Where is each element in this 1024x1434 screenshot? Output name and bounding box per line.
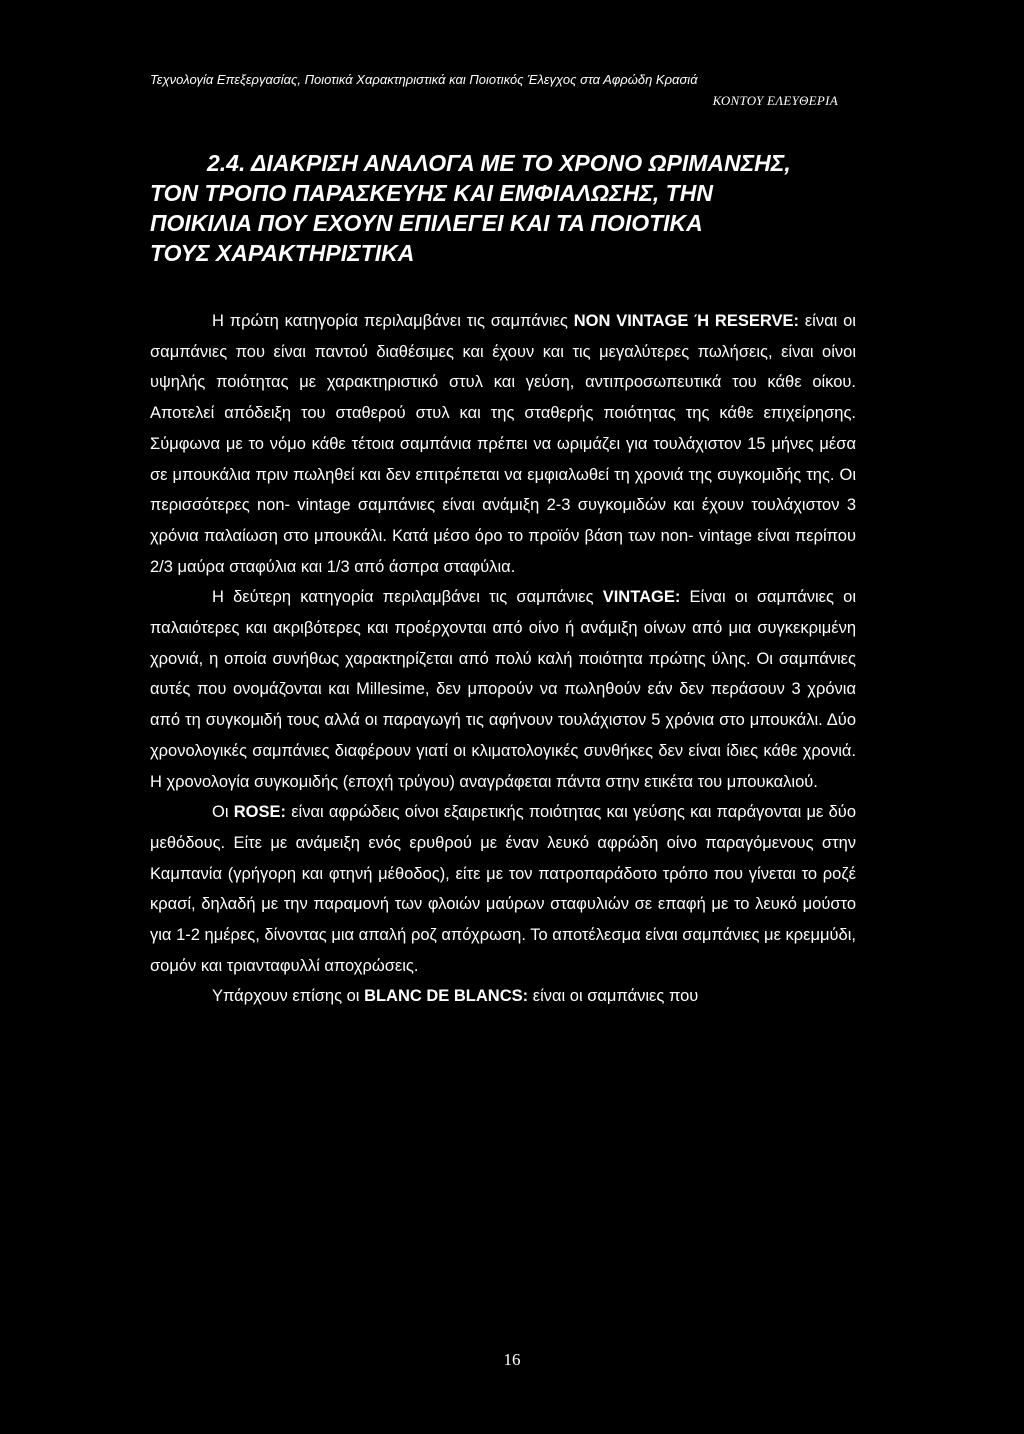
- paragraph-text: Η δεύτερη κατηγορία περιλαμβάνει τις σαμπάνιες: [212, 588, 603, 607]
- term-vintage: VINTAGE:: [602, 588, 681, 607]
- term-blanc-de-blancs: BLANC DE BLANCS:: [364, 987, 529, 1006]
- paragraph-text: Η πρώτη κατηγορία περιλαμβάνει τις σαμπάνιες: [212, 312, 574, 330]
- running-header-author: ΚΟΝΤΟΥ ΕΛΕΥΘΕΡΙΑ: [712, 93, 838, 108]
- term-non-vintage: NON VINTAGE Ή RESERVE:: [573, 312, 799, 330]
- paragraph-text: Είναι οι σαμπάνιες οι παλαιότερες και ακριβότερες και προέρχονται από οίνο ή ανάμιξη οίνων από μια συγκεκριμένη χρονιά, η οποία συνήθως χαρακτηρίζεται από πολύ καλή ποιότητα πρώτης ύλης. Οι σαμπάνιες αυτές που ονομάζονται και Millesime, δεν μπορούν να πωληθούν εάν δεν περάσουν 3 χρόνια από τη συγκομιδή τους αλλά οι παραγωγή τις αφήνουν τουλάχιστον 5 χρόνια στο μπουκάλι. Δύο χρονολογικές σαμπάνιες διαφέρουν γιατί οι κλιματολογικές συνθήκες δεν είναι ίδιες κάθε χρονιά. Η χρονολογία συγκομιδής (εποχή τρύγου) αναγράφεται πάντα στην ετικέτα του μπουκαλιού.: [150, 588, 856, 791]
- paragraph-rose: [150, 797, 856, 981]
- paragraph-text: είναι οι σαμπάνιες που είναι παντού διαθέσιμες και έχουν και τις μεγαλύτερες πωλήσεις, είναι οίνοι υψηλής ποιότητας με χαρακτηριστικό στυλ και γεύση, αντιπροσωπευτικά του κάθε οίκου. Αποτελεί απόδειξη του σταθερού στυλ και της σταθερής ποιότητας της κάθε επιχείρησης. Σύμφωνα με το νόμο κάθε τέτοια σαμπάνια πρέπει να ωριμάζει για τουλάχιστον 15 μήνες μέσα σε μπουκάλια πριν πωληθεί και δεν επιτρέπεται να εμφιαλωθεί τη χρονιά της συγκομιδής της. Οι περισσότερες non- vintage σαμπάνιες είναι ανάμιξη 2-3 συγκομιδών και έχουν τουλάχιστον 3 χρόνια παλαίωση στο μπουκάλι. Κατά μέσο όρο το προϊόν βάση των non- vintage είναι περίπου 2/3 μαύρα σταφύλια και 1/3 από άσπρα σταφύλια.: [150, 312, 856, 576]
- section-title-line: ΠΟΙΚΙΛΙΑ ΠΟΥ ΕΧΟΥΝ ΕΠΙΛΕΓΕΙ ΚΑΙ ΤΑ ΠΟΙΟΤΙΚΑ: [150, 210, 703, 236]
- paragraph-vintage: [150, 582, 856, 797]
- paragraph-text: Υπάρχουν επίσης οι: [212, 987, 365, 1006]
- paragraph-text: είναι αφρώδεις οίνοι εξαιρετικής ποιότητας και γεύσης και παράγονται με δύο μεθόδους. Είτε με ανάμειξη ενός ερυθρού με έναν λευκό αφρώδη οίνο παραγόμενους στην Καμπανία (γρήγορη και φτηνή μέθοδος), είτε με τον πατροπαράδοτο τρόπο που γίνεται το ροζέ κρασί, δηλαδή με την παραμονή των φλοιών μαύρων σταφυλιών σε επαφή με το λευκό μούστο για 1-2 ημέρες, δίνοντας μια απαλή ροζ απόχρωση. Το αποτέλεσμα είναι σαμπάνιες με κρεμμύδι, σομόν και τριανταφυλλί αποχρώσεις.: [150, 803, 856, 975]
- paragraph-non-vintage: [150, 306, 856, 582]
- section-title-line: ΔΙΑΚΡΙΣΗ ΑΝΑΛΟΓΑ ΜΕ ΤΟ ΧΡΟΝΟ ΩΡΙΜΑΝΣΗΣ,: [251, 150, 791, 176]
- term-rose: ROSE:: [233, 803, 286, 822]
- page-number: 16: [503, 1350, 521, 1369]
- paragraph-blanc-de-blancs: [150, 981, 856, 1012]
- section-title-line: ΤΟΥΣ ΧΑΡΑΚΤΗΡΙΣΤΙΚΑ: [150, 240, 415, 266]
- paragraph-text: είναι οι σαμπάνιες που: [528, 987, 699, 1006]
- running-header-title: Τεχνολογία Επεξεργασίας, Ποιοτικά Χαρακτηριστικά και Ποιοτικός Έλεγχος στα Αφρώδη Κρασιά: [150, 72, 698, 87]
- body-text: [150, 306, 856, 1012]
- section-heading: [150, 148, 870, 268]
- section-title-line: ΤΟΝ ΤΡΟΠΟ ΠΑΡΑΣΚΕΥΗΣ ΚΑΙ ΕΜΦΙΑΛΩΣΗΣ, ΤΗΝ: [150, 180, 713, 206]
- section-heading-line-1: [150, 148, 870, 178]
- section-number: 2.4.: [207, 150, 246, 176]
- paragraph-text: Οι: [212, 803, 234, 822]
